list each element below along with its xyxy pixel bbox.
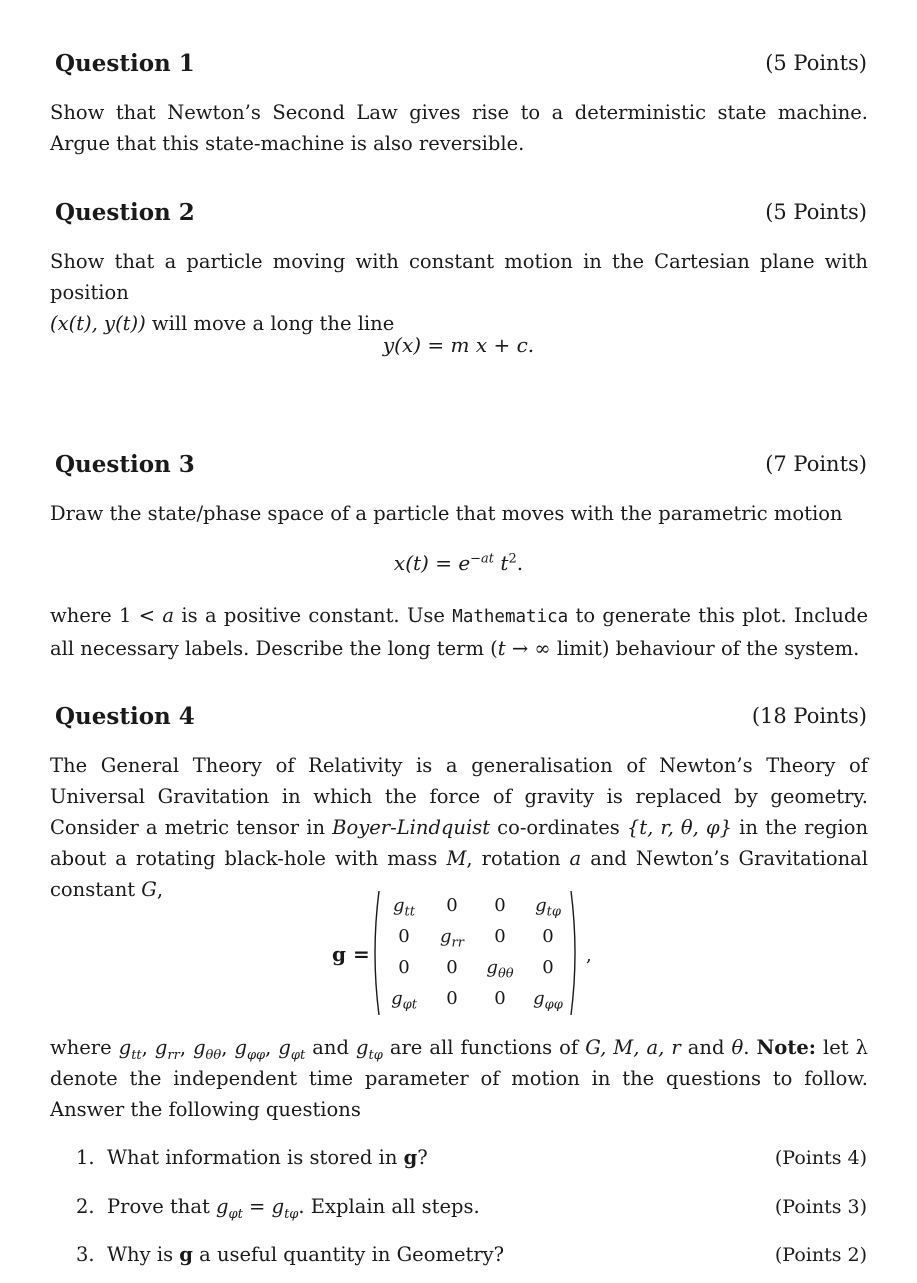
- question-4-intro: The General Theory of Relativity is a generalisation of Newton’s Theory of Universal Gravitation in which the force of gravity is replaced by geometry. Consider a metric tensor in Boyer-Lindquist co-ordinates {t, r, θ, φ} in the region about a rotating black-hole with mass M, rotation a and Newton’s Gravitational constant G,: [50, 754, 868, 901]
- left-paren: [370, 890, 380, 1016]
- metric-matrix: [370, 890, 580, 1018]
- matrix-cell: 0: [398, 957, 410, 978]
- matrix-cell: $g_{\varphi t}$: [391, 988, 417, 1013]
- sub-question-1-points: (Points 4): [774, 1147, 867, 1169]
- question-3-instructions: where 1 < a is a positive constant. Use Mathematica to generate this plot. Include all necessary labels. Describe the long term (t → ∞ limit) behaviour of the system.: [50, 604, 869, 660]
- matrix-cell: 0: [398, 926, 410, 947]
- question-1-body: Show that Newton’s Second Law gives rise to a deterministic state machine. Argue that this state-machine is also reversible.: [50, 101, 868, 155]
- question-1-title: Question 1: [55, 50, 195, 77]
- question-4-title: Question 4: [55, 703, 195, 730]
- sub-question-2-points: (Points 3): [774, 1196, 867, 1218]
- sub-question-1: 1. What information is stored in g?: [76, 1146, 428, 1169]
- matrix-cell: 0: [446, 988, 458, 1009]
- matrix-cell: $g_{rr}$: [440, 926, 464, 951]
- matrix-row: [380, 952, 572, 983]
- position-expression: (x(t), y(t)): [50, 312, 146, 335]
- sub-question-3: 3. Why is g a useful quantity in Geometry?: [76, 1243, 505, 1266]
- matrix-cell: 0: [494, 926, 506, 947]
- matrix-row: [380, 921, 572, 952]
- question-2-body: [50, 246, 868, 339]
- matrix-cell: $g_{\varphi\varphi}$: [533, 988, 563, 1013]
- sub-question-3-points: (Points 2): [774, 1244, 867, 1266]
- question-3-points: (7 Points): [765, 452, 867, 476]
- matrix-comma: ,: [586, 945, 592, 966]
- matrix-cell: 0: [542, 926, 554, 947]
- matrix-cell: $g_{tt}$: [393, 895, 415, 920]
- matrix-cell: $g_{t\varphi}$: [535, 895, 561, 920]
- question-2-title: Question 2: [55, 199, 195, 226]
- question-4-points: (18 Points): [751, 704, 867, 728]
- matrix-cell: 0: [446, 895, 458, 916]
- metric-table: [380, 890, 572, 1014]
- matrix-cell: $g_{\theta\theta}$: [486, 957, 514, 982]
- question-4-where: where $g_{tt}$, $g_{rr}$, $g_{\theta\theta}$, $g_{\varphi\varphi}$, $g_{\varphi t}$ and $g_{t\varphi}$ are all functions of G, M, a, r and θ. Note: let λ denote the independent time parameter of motion in the questions to follow. Answer the following questions: [50, 1036, 868, 1121]
- line-equation: y(x) = m x + c.: [382, 333, 535, 357]
- matrix-row: [380, 890, 572, 921]
- question-2-body-line1: Show that a particle moving with constant motion in the Cartesian plane with position: [50, 250, 868, 304]
- metric-label: g =: [332, 942, 370, 966]
- matrix-cell: 0: [494, 895, 506, 916]
- matrix-cell: 0: [494, 988, 506, 1009]
- question-3-body: Draw the state/phase space of a particle that moves with the parametric motion: [50, 502, 843, 525]
- question-1-points: (5 Points): [765, 51, 867, 75]
- question-2-body-line2: will move a long the line: [145, 312, 395, 335]
- parametric-equation: $x(t) = e^{-at}$ $t^2$.: [393, 551, 524, 575]
- mathematica-code: Mathematica: [452, 607, 569, 627]
- question-2-points: (5 Points): [765, 200, 867, 224]
- matrix-row: [380, 983, 572, 1014]
- matrix-cell: 0: [446, 957, 458, 978]
- question-3-title: Question 3: [55, 451, 195, 478]
- right-paren: [570, 890, 580, 1016]
- sub-question-2: 2. Prove that $g_{\varphi t} = g_{t\varphi}$. Explain all steps.: [76, 1195, 480, 1222]
- matrix-cell: 0: [542, 957, 554, 978]
